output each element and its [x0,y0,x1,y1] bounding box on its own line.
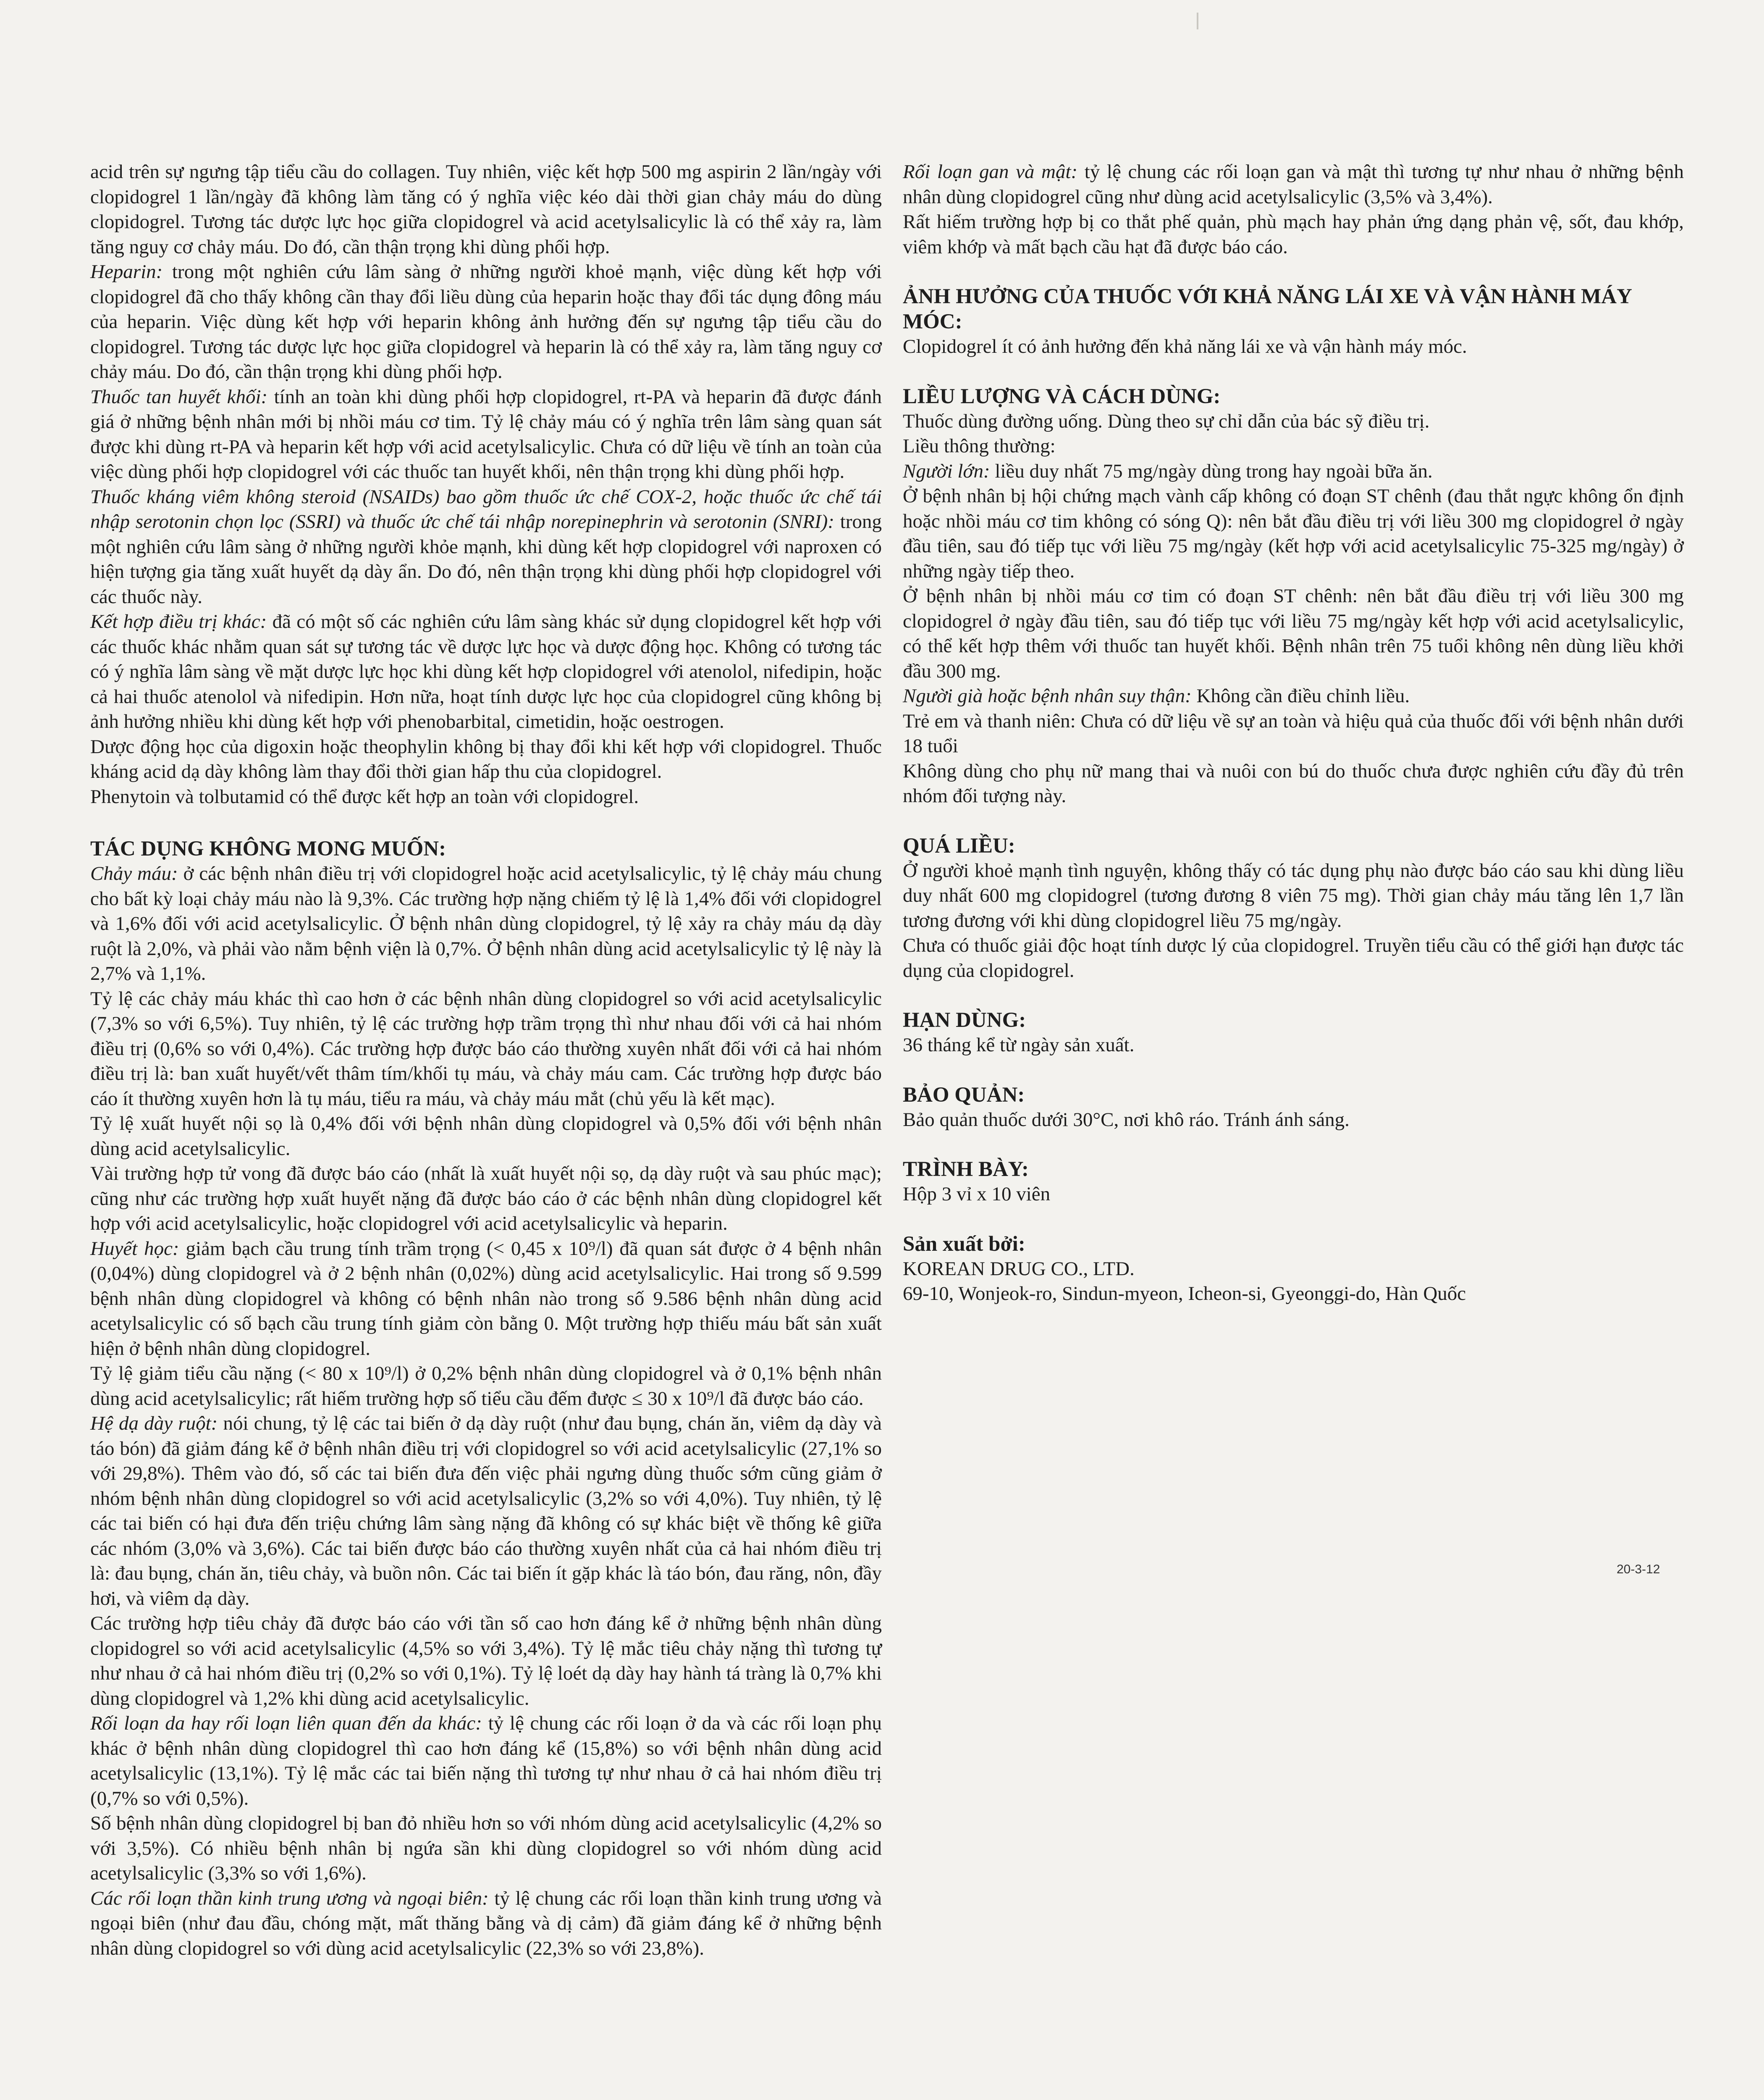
heading-expiry: HẠN DÙNG: [903,1008,1026,1032]
bleeding-text: ở các bệnh nhân điều trị với clopidogrel hoặc acid acetylsalicylic, tỷ lệ chảy máu chung cho bất kỳ loại chảy máu nào là 9,3%. Các trường hợp nặng chiếm tỷ lệ là 1,4% đối với clopidogrel và 1,6% đối với acid acetylsalicylic. Ở bệnh nhân dùng clopidogrel, tỷ lệ xảy ra chảy máu dạ dày ruột là 2,0%, và phải vào nằm bệnh viện là 0,7%. Ở bệnh nhân dùng acid acetylsalicylic tỷ lệ này là 2,7% và 1,1%. [90,863,882,984]
scan-fold-mark [1197,13,1198,29]
adverse-rash: Số bệnh nhân dùng clopidogrel bị ban đỏ nhiều hơn so với nhóm dùng acid acetylsalicylic (4,2% so với 3,5%). Có nhiều bệnh nhân bị ngứa sần khi dùng clopidogrel so với nhóm dùng acid acetylsalicylic (3,3% so với 1,6%). [90,1812,882,1884]
skin-label: Rối loạn da hay rối loạn liên quan đến da khác: [90,1712,482,1734]
interaction-other [90,609,882,735]
adverse-diarrhea: Các trường hợp tiêu chảy đã được báo cáo với tần số cao hơn đáng kể ở những bệnh nhân dùng clopidogrel so với acid acetylsalicylic (4,5% so với 3,4%). Tỷ lệ mắc tiêu chảy nặng thì tương tự như nhau ở cả hai nhóm điều trị (0,2% so với 0,1%). Tỷ lệ loét dạ dày hay hành tá tràng là 0,7% khi dùng clopidogrel và 1,2% khi dùng acid acetylsalicylic. [90,1612,882,1709]
adult-label: Người lớn: [903,460,990,482]
heparin-text: trong một nghiên cứu lâm sàng ở những người khoẻ mạnh, việc dùng kết hợp với clopidogrel đã cho thấy không cần thay đổi liều dùng của heparin hoặc thay đổi tác dụng đông máu của heparin. Việc dùng kết hợp với heparin không ảnh hưởng đến sự ngưng tập tiểu cầu do clopidogrel. Tương tác dược lực học giữa clopidogrel và heparin là có thể xảy ra, làm tăng nguy cơ chảy máu. Do đó, cần thận trọng khi dùng phối hợp. [90,261,882,383]
dosage-usual: Liều thông thường: [903,435,1056,457]
skin-text: tỷ lệ chung các rối loạn ở da và các rối loạn phụ khác ở bệnh nhân dùng clopidogrel thì cao hơn đáng kể (15,8%) so với bệnh nhân dùng acid acetylsalicylic (13,1%). Tỷ lệ mắc các tai biến nặng thì tương tự như nhau ở cả hai nhóm điều trị (0,7% so với 0,5%). [90,1712,882,1809]
heading-adverse-effects: TÁC DỤNG KHÔNG MONG MUỐN: [90,837,446,861]
elderly-text: Không cần điều chỉnh liều. [1191,685,1410,707]
adverse-liver [903,160,1684,210]
thrombolytic-text: tính an toàn khi dùng phối hợp clopidogrel, rt-PA và heparin đã được đánh giá ở những bệnh nhân mới bị nhồi máu cơ tim. Tỷ lệ chảy máu có ý nghĩa trên lâm sàng quan sát được khi dùng rt-PA và heparin kết hợp với acid acetylsalicylic. Chưa có dữ liệu về tính an toàn của việc dùng phối hợp clopidogrel với các thuốc tan huyết khối, nên thận trọng khi dùng phối hợp. [90,386,882,483]
adverse-hematology [90,1236,882,1362]
manufacturer-name: KOREAN DRUG CO., LTD. [903,1257,1135,1280]
overdose-text: Ở người khoẻ mạnh tình nguyện, không thấy có tác dụng phụ nào được báo cáo sau khi dùng liều duy nhất 600 mg clopidogrel (tương đương 8 viên 75 mg). Thời gian chảy máu tăng lên 1,7 lần tương đương với khi dùng clopidogrel liều 75 mg/ngày. [903,859,1684,932]
adverse-nervous-system [90,1886,882,1961]
adverse-bleeding [90,861,882,987]
adverse-gastrointestinal [90,1411,882,1611]
hematology-text: giảm bạch cầu trung tính trầm trọng (< 0,45 x 10⁹/l) đã quan sát được ở 4 bệnh nhân (0,04%) dùng clopidogrel và ở 2 bệnh nhân (0,02%) dùng acid acetylsalicylic. Hai trong số 9.599 bệnh nhân dùng clopidogrel và không có bệnh nhân nào trong số 9.586 bệnh nhân dùng acid acetylsalicylic có số bạch cầu trung tính giảm còn bằng 0. Một trường hợp thiếu máu bất sản xuất hiện ở bệnh nhân dùng clopidogrel. [90,1237,882,1360]
dosage-adult [903,459,1684,484]
heading-storage: BẢO QUẢN: [903,1083,1025,1107]
gi-text: nói chung, tỷ lệ các tai biến ở dạ dày ruột (như đau bụng, chán ăn, viêm dạ dày và táo bón) đã giảm đáng kể ở bệnh nhân điều trị với clopidogrel so với acid acetylsalicylic (27,1% so với 29,8%). Thêm vào đó, số các tai biến đưa đến việc phải ngưng dùng thuốc sớm cũng giảm ở nhóm bệnh nhân dùng clopidogrel so với acid acetylsalicylic (3,2% so với 4,0%). Tuy nhiên, tỷ lệ các tai biến có hại đưa đến triệu chứng lâm sàng nặng đã không có sự khác biệt về thống kê giữa các nhóm (3,0% và 3,6%). Các tai biến được báo cáo thường xuyên nhất của cả hai nhóm điều trị là: đau bụng, chán ăn, tiêu chảy, và buồn nôn. Các tai biến ít gặp khác là táo bón, đau răng, nôn, đầy hơi, và viêm dạ dày. [90,1412,882,1609]
adverse-fatal: Vài trường hợp tử vong đã được báo cáo (nhất là xuất huyết nội sọ, dạ dày ruột và sau phúc mạc); cũng như các trường hợp xuất huyết nặng đã được báo cáo ở các bệnh nhân dùng clopidogrel kết hợp với acid acetylsalicylic, hoặc clopidogrel với acid acetylsalicylic và heparin. [90,1163,882,1234]
driving-text: Clopidogrel ít có ảnh hưởng đến khả năng lái xe và vận hành máy móc. [903,336,1467,357]
interaction-nsaid [90,485,882,610]
right-column [903,160,1684,1307]
adverse-intracranial: Tỷ lệ xuất huyết nội sọ là 0,4% đối với bệnh nhân dùng clopidogrel và 0,5% đối với bệnh nhân dùng acid acetylsalicylic. [90,1113,882,1160]
hematology-label: Huyết học: [90,1237,179,1260]
dosage-elderly [903,684,1684,709]
heading-manufacturer: Sản xuất bởi: [903,1232,1025,1256]
adverse-thrombocytopenia: Tỷ lệ giảm tiểu cầu nặng (< 80 x 10⁹/l) ở 0,2% bệnh nhân dùng clopidogrel và ở 0,1% bệnh nhân dùng acid acetylsalicylic; rất hiếm trường hợp số tiểu cầu đếm được ≤ 30 x 10⁹/l đã được báo cáo. [90,1362,882,1410]
other-label: Kết hợp điều trị khác: [90,611,267,633]
heparin-label: Heparin: [90,261,163,283]
adult-text: liều duy nhất 75 mg/ngày dùng trong hay ngoài bữa ăn. [990,460,1433,482]
adverse-rare: Rất hiếm trường hợp bị co thắt phế quản, phù mạch hay phản ứng dạng phản vệ, sốt, đau khớp, viêm khớp và mất bạch cầu hạt đã được báo cáo. [903,211,1684,258]
liver-text: tỷ lệ chung các rối loạn gan và mật thì tương tự như nhau ở những bệnh nhân dùng clopidogrel cũng như dùng acid acetylsalicylic (3,5% và 3,4%). [903,161,1684,208]
bleeding-label: Chảy máu: [90,863,178,885]
cns-label: Các rối loạn thần kinh trung ương và ngoại biên: [90,1887,489,1909]
dosage-route: Thuốc dùng đường uống. Dùng theo sự chỉ dẫn của bác sỹ điều trị. [903,410,1430,432]
adverse-bleeding-other: Tỷ lệ các chảy máu khác thì cao hơn ở các bệnh nhân dùng clopidogrel so với acid acetylsalicylic (7,3% so với 6,5%). Tuy nhiên, tỷ lệ các trường hợp trầm trọng thì như nhau đối với cả hai nhóm điều trị (0,6% so với 0,4%). Các trường hợp được báo cáo thường xuyên nhất đối với cả hai nhóm điều trị là: ban xuất huyết/vết thâm tím/khối tụ máu, và chảy máu cam. Các trường hợp được báo cáo ít thường xuyên hơn là tụ máu, tiểu ra máu, và chảy máu mắt (chủ yếu là kết mạc). [90,987,882,1110]
cns-text: tỷ lệ chung các rối loạn thần kinh trung ương và ngoại biên (như đau đầu, chóng mặt, mất thăng bằng và dị cảm) đã giảm đáng kể ở những bệnh nhân dùng clopidogrel so với dùng acid acetylsalicylic (22,3% so với 23,8%). [90,1887,882,1959]
heading-overdose: QUÁ LIỀU: [903,834,1015,858]
thrombolytic-label: Thuốc tan huyết khối: [90,386,268,408]
dosage-stemi: Ở bệnh nhân bị nhồi máu cơ tim có đoạn ST chênh: nên bắt đầu điều trị với liều 300 mg clopidogrel ở ngày đầu tiên, sau đó tiếp tục với liều 75 mg/ngày kết hợp với acid acetylsalicylic, có thể kết hợp thêm với thuốc tan huyết khối. Bệnh nhân trên 75 tuổi không nên dùng liều khởi đầu 300 mg. [903,585,1684,682]
nsaid-label: Thuốc kháng viêm không steroid (NSAIDs) bao gồm thuốc ức chế COX-2, hoặc thuốc ức chế tái nhập serotonin chọn lọc (SSRI) và thuốc ức chế tái nhập norepinephrin và serotonin (SNRI): [90,486,882,533]
left-column [90,160,882,1961]
heading-driving: ẢNH HƯỞNG CỦA THUỐC VỚI KHẢ NĂNG LÁI XE VÀ VẬN HÀNH MÁY MÓC: [903,285,1632,333]
adverse-skin [90,1711,882,1811]
dosage-children: Trẻ em và thanh niên: Chưa có dữ liệu về sự an toàn và hiệu quả của thuốc đối với bệnh nhân dưới 18 tuổi [903,710,1684,757]
liver-label: Rối loạn gan và mật: [903,161,1078,183]
gi-label: Hệ dạ dày ruột: [90,1412,218,1434]
heading-dosage: LIỀU LƯỢNG VÀ CÁCH DÙNG: [903,384,1221,408]
overdose-antidote: Chưa có thuốc giải độc hoạt tính dược lý của clopidogrel. Truyền tiểu cầu có thể giới hạn được tác dụng của clopidogrel. [903,934,1684,982]
dosage-acs: Ở bệnh nhân bị hội chứng mạch vành cấp không có đoạn ST chênh (đau thắt ngực không ổn định hoặc nhồi máu cơ tim không có sóng Q): nên bắt đầu điều trị với liều 300 mg clopidogrel ở ngày đầu tiên, sau đó tiếp tục với liều 75 mg/ngày (kết hợp với acid acetylsalicylic 75-325 mg/ngày) ở những ngày tiếp theo. [903,485,1684,582]
storage-text: Bảo quản thuốc dưới 30°C, nơi khô ráo. Tránh ánh sáng. [903,1108,1350,1131]
nsaid-text: trong một nghiên cứu lâm sàng ở những người khỏe mạnh, khi dùng kết hợp clopidogrel với naproxen có hiện tượng gia tăng xuất huyết dạ dày ẩn. Do đó, nên thận trọng khi dùng phối hợp clopidogrel với các thuốc này. [90,511,882,608]
manufacturer-address: 69-10, Wonjeok-ro, Sindun-myeon, Icheon-si, Gyeonggi-do, Hàn Quốc [903,1283,1466,1305]
interaction-thrombolytic [90,385,882,485]
presentation-text: Hộp 3 vỉ x 10 viên [903,1183,1051,1205]
interaction-heparin [90,260,882,385]
heading-presentation: TRÌNH BÀY: [903,1158,1029,1181]
interaction-digoxin: Dược động học của digoxin hoặc theophylin không bị thay đổi khi kết hợp với clopidogrel. Thuốc kháng acid dạ dày không làm thay đổi thời gian hấp thu của clopidogrel. [90,735,882,782]
print-code: 20-3-12 [1617,1562,1660,1576]
elderly-label: Người già hoặc bệnh nhân suy thận: [903,685,1192,707]
interaction-phenytoin: Phenytoin và tolbutamid có thể được kết hợp an toàn với clopidogrel. [90,785,639,808]
interaction-aspirin-text: acid trên sự ngưng tập tiểu cầu do collagen. Tuy nhiên, việc kết hợp 500 mg aspirin 2 lần/ngày với clopidogrel 1 lần/ngày đã không làm tăng có ý nghĩa việc kéo dài thời gian chảy máu do dùng clopidogrel. Tương tác dược lực học giữa clopidogrel và acid acetylsalicylic là có thể xảy ra, làm tăng nguy cơ chảy máu. Do đó, cần thận trọng khi dùng phối hợp. [90,161,882,258]
dosage-pregnancy: Không dùng cho phụ nữ mang thai và nuôi con bú do thuốc chưa được nghiên cứu đầy đủ trên nhóm đối tượng này. [903,760,1684,807]
other-text: đã có một số các nghiên cứu lâm sàng khác sử dụng clopidogrel kết hợp với các thuốc khác nhằm quan sát sự tương tác về dược lực học và dược động học. Không có tương tác có ý nghĩa lâm sàng về mặt dược lực học khi dùng kết hợp clopidogrel với atenolol, nifedipin, hoặc cả hai thuốc atenolol và nifedipin. Hơn nữa, hoạt tính dược lực học của clopidogrel cũng không bị ảnh hưởng nhiều khi dùng kết hợp với phenobarbital, cimetidin, hoặc oestrogen. [90,611,882,732]
expiry-text: 36 tháng kể từ ngày sản xuất. [903,1034,1135,1056]
